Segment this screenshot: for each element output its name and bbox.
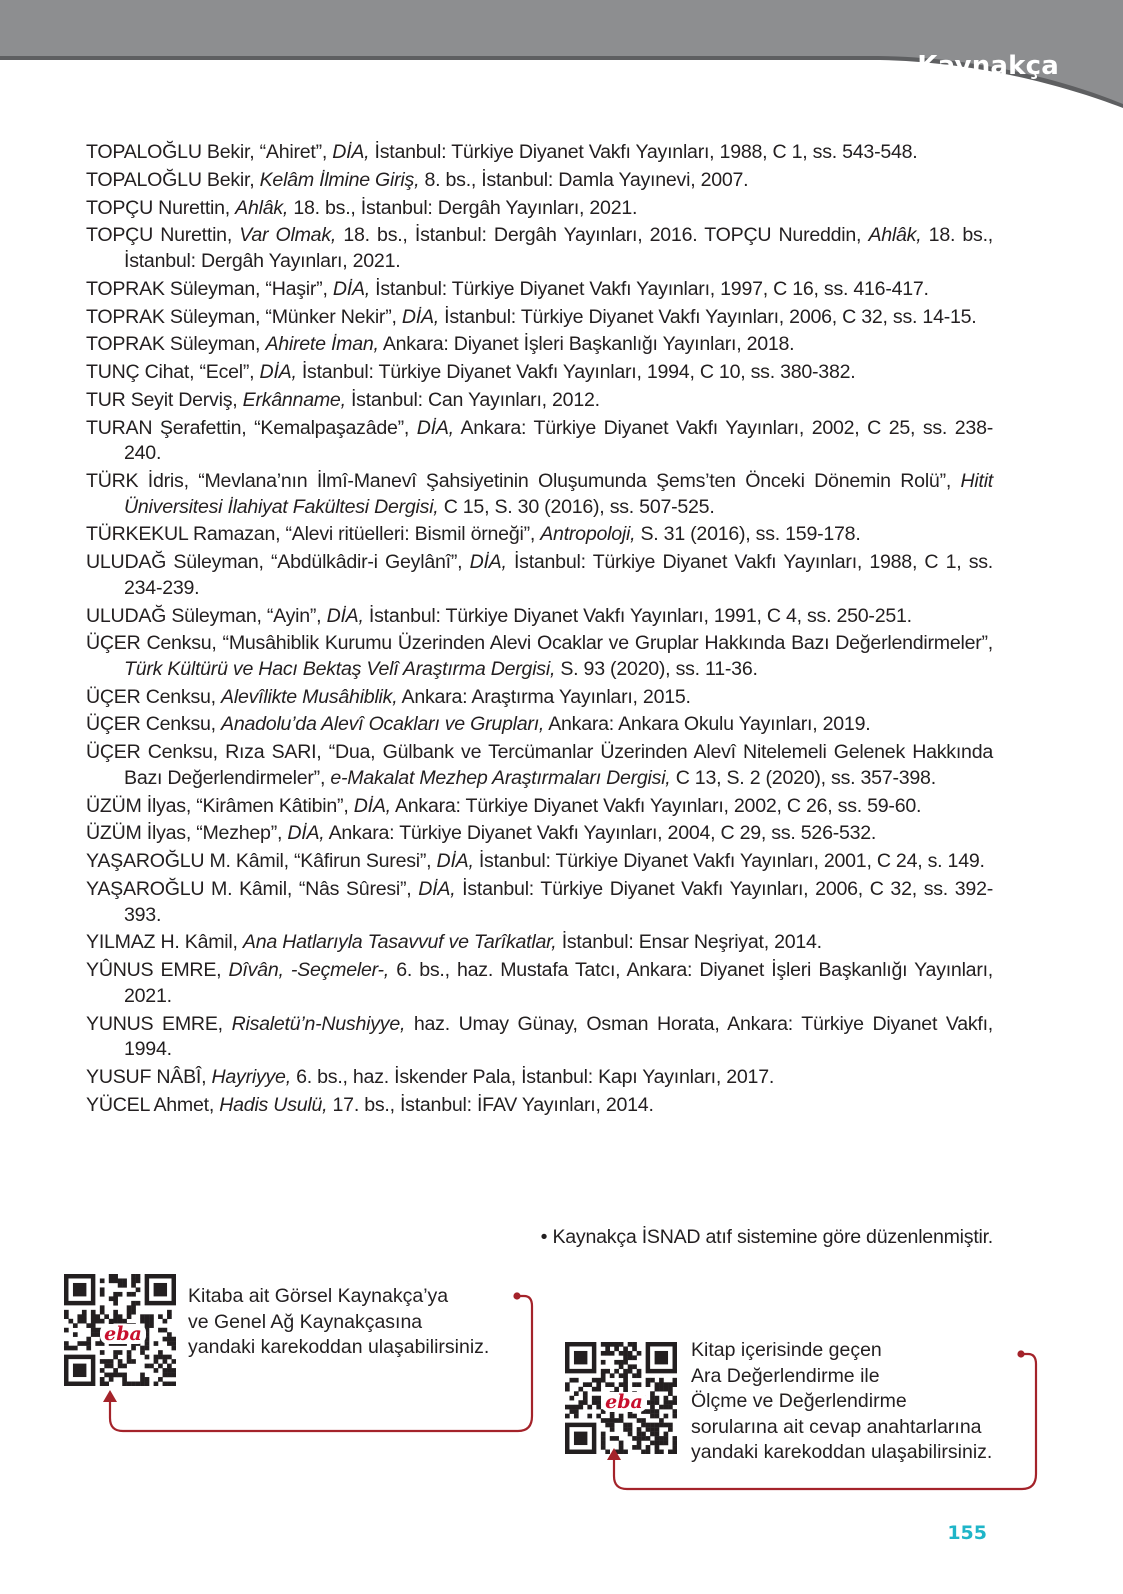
reference-text: 6. bs., haz. Mustafa Tatcı, Ankara: Diyanet İşleri Başkanlığı Yayınları, 2021. — [124, 959, 993, 1007]
reference-text: TÜRKEKUL Ramazan, “Alevi ritüelleri: Bismil örneği”, — [86, 523, 541, 546]
reference-text: YUSUF NÂBÎ, — [86, 1065, 212, 1088]
reference-entry — [86, 631, 993, 682]
reference-text: Ankara: Türkiye Diyanet Vakfı Yayınları, 2002, C 25, ss. 238-240. — [124, 416, 993, 465]
qr-right-line: Ara Değerlendirme ile — [691, 1364, 880, 1387]
reference-text: TOPRAK Süleyman, — [86, 333, 266, 356]
reference-entry — [86, 168, 993, 194]
reference-title: DİA, — [259, 361, 297, 384]
reference-text: TOPALOĞLU Bekir, — [86, 168, 260, 191]
reference-text: YAŞAROĞLU M. Kâmil, “Kâfirun Suresi”, — [86, 850, 437, 873]
reference-text: TOPÇU Nurettin, — [86, 196, 236, 219]
reference-entry — [86, 223, 993, 274]
reference-text: İstanbul: Türkiye Diyanet Vakfı Yayınları, 1991, C 4, ss. 250-251. — [363, 604, 912, 627]
reference-title: DİA, — [436, 850, 474, 873]
reference-entry — [86, 140, 993, 166]
reference-text: ÜZÜM İlyas, “Mezhep”, — [86, 822, 288, 845]
reference-text: haz. Umay Günay, Osman Horata, Ankara: Türkiye Diyanet Vakfı, 1994. — [124, 1012, 993, 1061]
qr-right-line: Kitap içerisinde geçen — [691, 1339, 882, 1361]
reference-title: Alevîlikte Musâhiblik, — [221, 685, 398, 708]
reference-text: Ankara: Araştırma Yayınları, 2015. — [397, 685, 691, 708]
reference-entry — [86, 305, 993, 331]
reference-entry — [86, 360, 993, 386]
reference-title: DİA, — [401, 305, 439, 328]
reference-text: TOPALOĞLU Bekir, “Ahiret”, — [86, 141, 333, 163]
reference-text: S. 31 (2016), ss. 159-178. — [635, 523, 861, 546]
eba-logo-text: eba — [605, 1391, 643, 1413]
qr-left-line: Kitaba ait Görsel Kaynakça’ya — [188, 1285, 449, 1307]
reference-entry — [86, 604, 993, 630]
reference-text: İstanbul: Türkiye Diyanet Vakfı Yayınları, 1988, C 1, ss. 234-239. — [124, 551, 994, 599]
reference-text: ÜÇER Cenksu, Rıza SARI, “Dua, Gülbank ve Tercümanlar Üzerinden Alevî Nitelemeli Gelenek Hakkında Bazı Değerlendirmeler”, — [86, 741, 993, 789]
reference-text: TOPRAK Süleyman, “Münker Nekir”, — [86, 305, 402, 328]
reference-entry — [86, 740, 993, 791]
qr-right-line: yandaki karekoddan ulaşabilirsiniz. — [691, 1441, 993, 1463]
reference-title: Hitit Üniversitesi İlahiyat Fakültesi Dergisi, — [124, 470, 993, 518]
reference-text: YILMAZ H. Kâmil, — [86, 931, 243, 954]
reference-title: Ahlâk, — [235, 196, 289, 219]
reference-entry — [86, 877, 993, 928]
reference-title: Ahirete İman, — [265, 333, 379, 356]
reference-title: Var Olmak, — [239, 224, 337, 247]
reference-text: ULUDAĞ Süleyman, “Ayin”, — [86, 604, 327, 627]
reference-title: DİA, — [332, 141, 370, 163]
reference-text: İstanbul: Türkiye Diyanet Vakfı Yayınları, 2001, C 24, s. 149. — [473, 850, 985, 873]
reference-text: 17. bs., İstanbul: İFAV Yayınları, 2014. — [327, 1093, 654, 1116]
reference-text: TURAN Şerafettin, “Kemalpaşazâde”, — [86, 416, 417, 439]
reference-entry — [86, 1065, 993, 1091]
reference-title: Türk Kültürü ve Hacı Bektaş Velî Araştırma Dergisi, — [124, 657, 556, 680]
reference-entry — [86, 794, 993, 820]
reference-entry — [86, 1012, 993, 1063]
qr-right-arrow — [602, 1344, 1052, 1504]
reference-title: Dîvân, -Seçmeler-, — [228, 959, 389, 982]
reference-title: Hadis Usulü, — [219, 1093, 328, 1116]
reference-title: DİA, — [287, 822, 325, 845]
reference-text: ÜÇER Cenksu, “Musâhiblik Kurumu Üzerinden Alevi Ocaklar ve Gruplar Hakkında Bazı Değerlendirmeler”, — [86, 632, 993, 655]
reference-text: 18. bs., İstanbul: Dergâh Yayınları, 2016. TOPÇU Nureddin, — [336, 224, 869, 247]
reference-text: ÜÇER Cenksu, — [86, 713, 222, 736]
page-number: 155 — [947, 1522, 987, 1544]
reference-entry — [86, 685, 993, 711]
reference-title: Antropoloji, — [540, 523, 636, 546]
reference-entry — [86, 849, 993, 875]
reference-entry — [86, 388, 993, 414]
section-title: Kaynakça — [917, 51, 1059, 81]
reference-title: Risaletü’n-Nushiyye, — [231, 1012, 406, 1035]
page-header — [0, 0, 1123, 110]
reference-text: İstanbul: Türkiye Diyanet Vakfı Yayınları, 2006, C 32, ss. 392-393. — [124, 877, 993, 926]
reference-text: ULUDAĞ Süleyman, “Abdülkâdir-i Geylânî”, — [86, 551, 470, 574]
reference-title: DİA, — [326, 604, 364, 627]
reference-text: İstanbul: Türkiye Diyanet Vakfı Yayınları, 1997, C 16, ss. 416-417. — [369, 277, 929, 300]
reference-text: 6. bs., haz. İskender Pala, İstanbul: Kapı Yayınları, 2017. — [290, 1065, 775, 1088]
reference-entry — [86, 821, 993, 847]
reference-text: Ankara: Türkiye Diyanet Vakfı Yayınları, 2004, C 29, ss. 526-532. — [324, 822, 877, 845]
reference-title: Hayriyye, — [211, 1065, 291, 1088]
reference-title: Erkânname, — [242, 388, 346, 411]
reference-text: TOPRAK Süleyman, “Haşir”, — [86, 277, 333, 300]
eba-logo-text: eba — [104, 1323, 142, 1345]
reference-text: YAŞAROĞLU M. Kâmil, “Nâs Sûresi”, — [86, 877, 419, 900]
reference-entry — [86, 1093, 993, 1119]
reference-list — [86, 140, 993, 1120]
reference-text: TOPÇU Nurettin, — [86, 224, 240, 247]
reference-text: TUR Seyit Derviş, — [86, 388, 243, 411]
reference-text: YÜCEL Ahmet, — [86, 1093, 220, 1116]
reference-entry — [86, 277, 993, 303]
reference-title: e-Makalat Mezhep Araştırmaları Dergisi, — [330, 766, 671, 789]
reference-text: YUNUS EMRE, — [86, 1012, 232, 1035]
reference-text: TÜRK İdris, “Mevlana’nın İlmî-Manevî Şahsiyetinin Oluşumunda Şems’ten Önceki Dönemin Rolü”, — [86, 470, 961, 492]
qr-left-line: yandaki karekoddan ulaşabilirsiniz. — [188, 1336, 490, 1358]
reference-text: Ankara: Türkiye Diyanet Vakfı Yayınları, 2002, C 26, ss. 59-60. — [390, 794, 922, 817]
reference-text: İstanbul: Ensar Neşriyat, 2014. — [556, 931, 822, 954]
reference-entry — [86, 332, 993, 358]
reference-entry — [86, 416, 993, 467]
reference-title: DİA, — [418, 877, 456, 900]
reference-title: Anadolu’da Alevî Ocakları ve Grupları, — [221, 713, 545, 736]
reference-text: ÜZÜM İlyas, “Kirâmen Kâtibin”, — [86, 794, 354, 817]
qr-left-arrow — [98, 1286, 548, 1446]
reference-text: C 15, S. 30 (2016), ss. 507-525. — [438, 495, 715, 518]
qr-left-line: ve Genel Ağ Kaynakçasına — [188, 1310, 423, 1333]
reference-title: Kelâm İlmine Giriş, — [259, 168, 420, 191]
reference-title: DİA, — [416, 416, 454, 439]
reference-title: DİA, — [332, 277, 370, 300]
reference-text: Ankara: Ankara Okulu Yayınları, 2019. — [544, 713, 871, 736]
reference-text: S. 93 (2020), ss. 11-36. — [555, 657, 758, 680]
reference-text: İstanbul: Türkiye Diyanet Vakfı Yayınları, 1988, C 1, ss. 543-548. — [369, 141, 918, 163]
reference-entry — [86, 712, 993, 738]
reference-title: DİA, — [469, 551, 507, 574]
citation-note: • Kaynakça İSNAD atıf sistemine göre düzenlenmiştir. — [540, 1226, 993, 1248]
reference-text: İstanbul: Türkiye Diyanet Vakfı Yayınları, 2006, C 32, ss. 14-15. — [438, 305, 977, 328]
reference-title: DİA, — [353, 794, 391, 817]
reference-text: 18. bs., İstanbul: Dergâh Yayınları, 2021. — [124, 224, 993, 272]
reference-entry — [86, 469, 993, 520]
reference-text: İstanbul: Can Yayınları, 2012. — [345, 388, 600, 411]
reference-entry — [86, 958, 993, 1009]
reference-entry — [86, 522, 993, 548]
reference-title: Ana Hatlarıyla Tasavvuf ve Tarîkatlar, — [242, 931, 557, 954]
reference-entry — [86, 196, 993, 222]
reference-entry — [86, 550, 993, 601]
reference-text: 18. bs., İstanbul: Dergâh Yayınları, 2021. — [288, 196, 638, 219]
reference-text: YÛNUS EMRE, — [86, 959, 229, 982]
reference-text: 8. bs., İstanbul: Damla Yayınevi, 2007. — [419, 168, 749, 191]
reference-text: Ankara: Diyanet İşleri Başkanlığı Yayınları, 2018. — [378, 333, 795, 356]
reference-entry — [86, 930, 993, 956]
reference-text: TUNÇ Cihat, “Ecel”, — [86, 361, 260, 384]
reference-text: C 13, S. 2 (2020), ss. 357-398. — [670, 766, 936, 789]
qr-right-line: sorularına ait cevap anahtarlarına — [691, 1415, 982, 1438]
qr-right-line: Ölçme ve Değerlendirme — [691, 1390, 907, 1412]
reference-text: İstanbul: Türkiye Diyanet Vakfı Yayınları, 1994, C 10, ss. 380-382. — [296, 361, 856, 384]
reference-text: ÜÇER Cenksu, — [86, 685, 222, 708]
reference-title: Ahlâk, — [868, 224, 922, 247]
